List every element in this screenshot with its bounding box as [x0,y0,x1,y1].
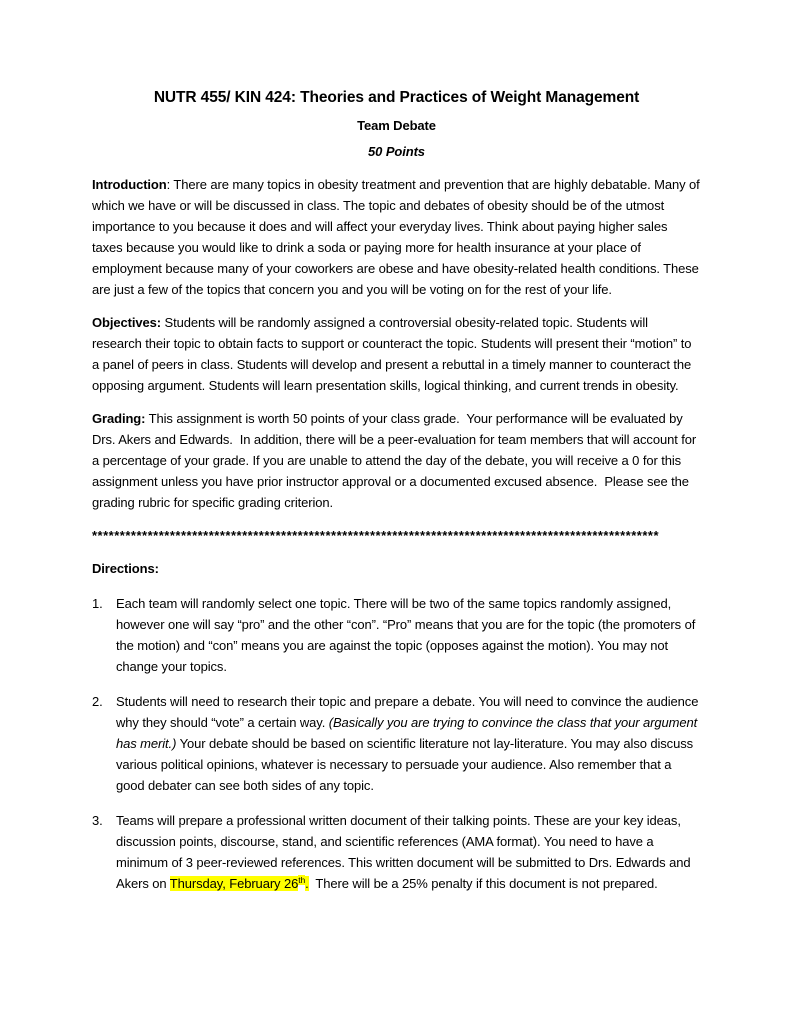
direction-1-text [116,593,701,677]
direction-2-text [116,691,701,796]
due-date-period: . [305,876,309,891]
direction-2-number: 2. [92,694,103,709]
directions-heading: Directions: [92,561,159,576]
due-date-ordinal-suffix: th [298,874,306,885]
objectives-text: Students will be randomly assigned a controversial obesity-related topic. Students will research their topic to obtain facts to support or counteract the topic. Students will present their “motion” to a panel of peers in class. Students will develop and present a rebuttal in a timely manner to counteract the opposing argument. Students will learn presentation skills, logical thinking, and current trends in obesity. [92,315,695,393]
introduction-text: : There are many topics in obesity treatment and prevention that are highly debatable. Many of which we have or will be discussed in class. The topic and debates of obesity should be of the utmost importance to you because it does and will affect your everyday lives. Think about paying higher sales taxes because you would like to drink a soda or paying more for health insurance at your place of employment because many of your coworkers are obese and have obesity-related health conditions. These are just a few of the topics that concern you and you will be voting on for the rest of your life. [92,177,704,297]
introduction-paragraph [92,174,704,300]
due-date-highlight: Thursday, February 26 [169,876,299,891]
grading-paragraph [92,408,701,513]
objectives-paragraph [92,312,701,396]
document-title: NUTR 455/ KIN 424: Theories and Practices of Weight Management [153,89,640,106]
document-subtitle: Team Debate [357,118,436,133]
introduction-label: Introduction [92,177,167,192]
objectives-label: Objectives: [92,315,161,330]
direction-3-body-end: There will be a 25% penalty if this document is not prepared. [308,876,658,891]
direction-2-body-start: Students will need to research their topic and prepare a debate. You will need to convince the audience why they should “vote” a certain way. [116,694,702,730]
direction-3-text [116,810,701,894]
grading-label: Grading: [92,411,146,426]
directions-list [92,593,701,894]
direction-1-body: Each team will randomly select one topic. There will be two of the same topics randomly assigned, however one will say “pro” and the other “con”. “Pro” means that you are for the topic (the promoters of the motion) and “con” means you are against the topic (opposes against the motion). You may not change your topics. [116,596,699,674]
direction-3-body-start: Teams will prepare a professional written document of their talking points. These are your key ideas, discussion points, discourse, stand, and scientific references (AMA format). You need to have a minimum of 3 peer-reviewed references. This written document will be submitted to Drs. Edwards and Akers on [116,813,694,891]
direction-1-number: 1. [92,596,103,611]
direction-item-2 [92,691,701,796]
direction-2-italic-note: (Basically you are trying to convince the class that your argument has merit.) [116,715,701,751]
direction-2-body-end: Your debate should be based on scientific literature not lay-literature. You may also discuss various political opinions, whatever is necessary to persuade your audience. Also remember that a good debater can see both sides of any topic. [116,736,697,793]
document-points-line: 50 Points [368,144,425,159]
grading-text: This assignment is worth 50 points of your class grade. Your performance will be evaluated by Drs. Akers and Edwards. In addition, there will be a peer-evaluation for team members that will account for a percentage of your grade. If you are unable to attend the day of the debate, you will receive a 0 for this assignment unless you have prior instructor approval or a documented excused absence. Please see the grading rubric for specific grading criterion. [92,411,700,510]
asterisk-divider: ****************************************************************************************************** [92,528,660,543]
direction-item-3 [92,810,701,894]
direction-3-number: 3. [92,813,103,828]
direction-item-1 [92,593,701,677]
